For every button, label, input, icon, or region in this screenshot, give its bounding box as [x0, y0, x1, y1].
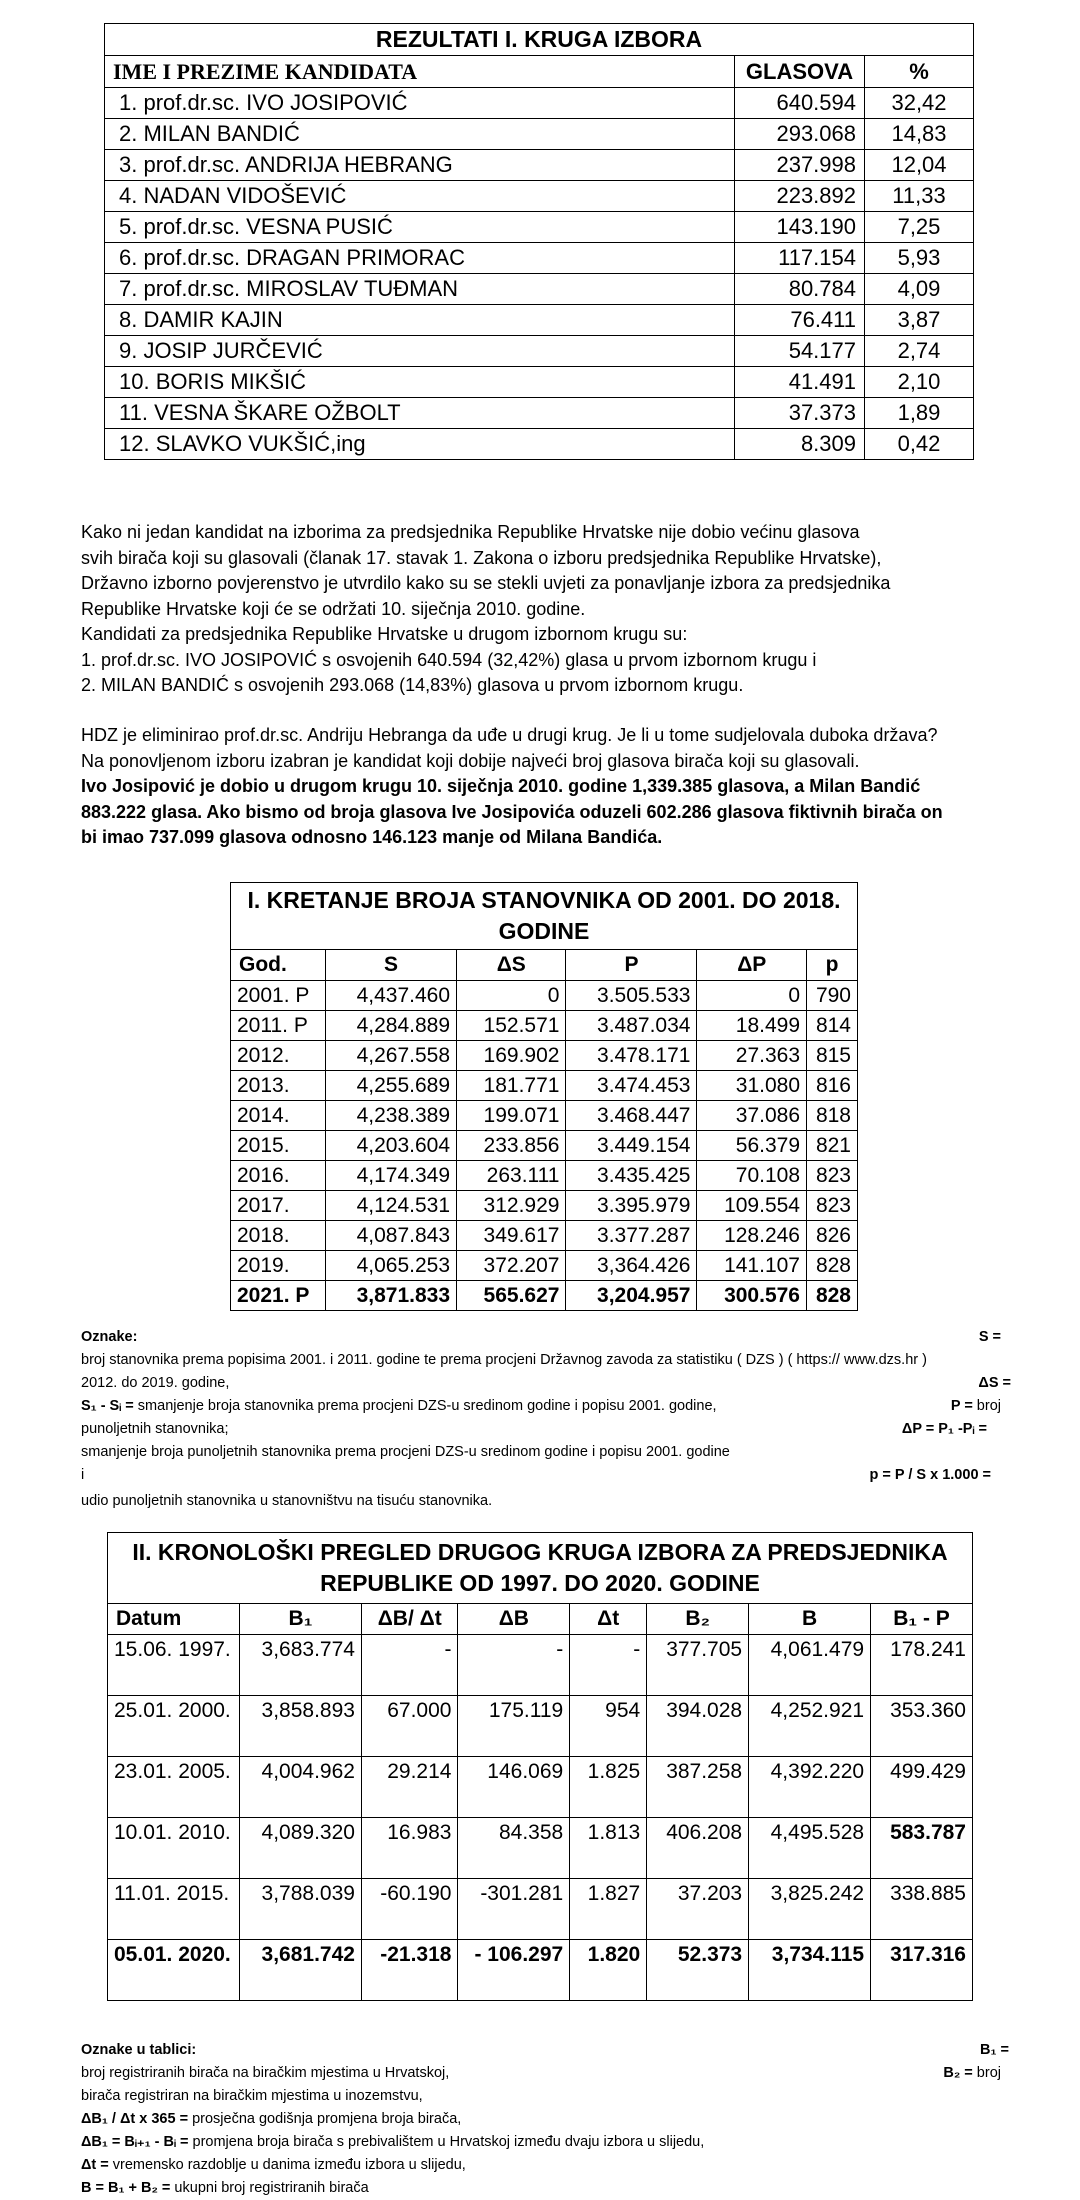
population-table-title: I. KRETANJE BROJA STANOVNIKA OD 2001. DO 2018. GODINE: [231, 883, 858, 950]
candidate-row: [105, 119, 974, 150]
population-cell: 0: [697, 981, 807, 1011]
col-header-b1: B₁: [240, 1604, 362, 1635]
election-cell: 4,495.528: [749, 1818, 871, 1879]
elections-chronology-table: [107, 1532, 973, 2001]
col-header-delta-s: ΔS: [457, 950, 566, 981]
population-total-row: [231, 1281, 858, 1311]
symbol-s: S =: [978, 1329, 1001, 1345]
candidate-row: [105, 398, 974, 429]
candidate-row: [105, 429, 974, 460]
candidate-percent: 12,04: [865, 150, 974, 181]
note-text: broj: [972, 1398, 1001, 1414]
election-cell: 3,681.742: [240, 1940, 362, 2001]
election-cell: 178.241: [871, 1635, 973, 1696]
note-line: udio punoljetnih stanovnika u stanovništvu na tisuću stanovnika.: [81, 1493, 493, 1509]
text-line: Kandidati za predsjednika Republike Hrvatske u drugom izbornom krugu su:: [81, 624, 688, 644]
population-cell: 790: [807, 981, 858, 1011]
election-cell: 1.825: [570, 1757, 647, 1818]
candidate-votes: 223.892: [735, 181, 865, 212]
col-header-date: Datum: [108, 1604, 240, 1635]
candidate-votes: 54.177: [735, 336, 865, 367]
population-row: [231, 1071, 858, 1101]
population-cell: 18.499: [697, 1011, 807, 1041]
candidate-votes: 143.190: [735, 212, 865, 243]
election-cell: -21.318: [361, 1940, 458, 2001]
population-cell: 169.902: [457, 1041, 566, 1071]
election-row: [108, 1879, 973, 1940]
population-cell: 826: [807, 1221, 858, 1251]
note-line: i: [81, 1467, 85, 1483]
population-row: [231, 1161, 858, 1191]
text-line: 1. prof.dr.sc. IVO JOSIPOVIĆ s osvojenih 640.594 (32,42%) glasa u prvom izbornom krugu i: [81, 649, 817, 670]
candidate-name: 6. prof.dr.sc. DRAGAN PRIMORAC: [105, 243, 735, 274]
population-cell: 2001. P: [231, 981, 326, 1011]
first-round-results-table: [104, 23, 974, 460]
population-row: [231, 1191, 858, 1221]
population-cell: 565.627: [457, 1281, 566, 1311]
population-cell: 141.107: [697, 1251, 807, 1281]
results-table-title: REZULTATI I. KRUGA IZBORA: [105, 24, 974, 56]
election-cell: -301.281: [458, 1879, 570, 1940]
note-line: vremensko razdoblje u danima između izbora u slijedu,: [108, 2157, 466, 2173]
population-cell: 181.771: [457, 1071, 566, 1101]
election-total-row: [108, 1940, 973, 2001]
population-cell: 3,204.957: [566, 1281, 697, 1311]
candidate-votes: 293.068: [735, 119, 865, 150]
election-cell: 3,788.039: [240, 1879, 362, 1940]
population-row: [231, 1101, 858, 1131]
candidate-row: [105, 88, 974, 119]
election-cell: 1.820: [570, 1940, 647, 2001]
population-cell: 263.111: [457, 1161, 566, 1191]
candidate-votes: 237.998: [735, 150, 865, 181]
candidate-percent: 2,10: [865, 367, 974, 398]
population-row: [231, 1041, 858, 1071]
formula: Δt =: [81, 2157, 109, 2173]
col-header-year: God.: [231, 950, 326, 981]
population-cell: 2015.: [231, 1131, 326, 1161]
population-cell: 2013.: [231, 1071, 326, 1101]
candidate-name: 5. prof.dr.sc. VESNA PUSIĆ: [105, 212, 735, 243]
election-cell: 954: [570, 1696, 647, 1757]
bold-text-line: Ivo Josipović je dobio u drugom krugu 10. siječnja 2010. godine 1,339.385 glasova, a Milan Bandić: [81, 776, 921, 796]
election-cell: 4,004.962: [240, 1757, 362, 1818]
election-cell: 394.028: [647, 1696, 749, 1757]
population-cell: 4,284.889: [326, 1011, 457, 1041]
election-cell: 29.214: [361, 1757, 458, 1818]
col-header-db: ΔB: [458, 1604, 570, 1635]
population-cell: 823: [807, 1191, 858, 1221]
col-header-name: IME I PREZIME KANDIDATA: [105, 56, 735, 88]
election-cell: 37.203: [647, 1879, 749, 1940]
candidate-percent: 5,93: [865, 243, 974, 274]
population-cell: 37.086: [697, 1101, 807, 1131]
col-header-b: B: [749, 1604, 871, 1635]
bold-text-line: 883.222 glasa. Ako bismo od broja glasova Ive Josipovića oduzeli 602.286 glasova fiktivnih birača on: [81, 801, 943, 822]
population-cell: 2017.: [231, 1191, 326, 1221]
candidate-name: 10. BORIS MIKŠIĆ: [105, 367, 735, 398]
candidate-row: [105, 212, 974, 243]
population-row: [231, 1131, 858, 1161]
election-cell: 16.983: [361, 1818, 458, 1879]
election-cell: 499.429: [871, 1757, 973, 1818]
election-cell: 175.119: [458, 1696, 570, 1757]
formula: ΔB₁ = Bᵢ₊₁ - Bᵢ =: [81, 2134, 189, 2150]
candidate-row: [105, 274, 974, 305]
population-cell: 4,174.349: [326, 1161, 457, 1191]
population-cell: 818: [807, 1101, 858, 1131]
election-cell: -: [361, 1635, 458, 1696]
text-line: Državno izborno povjerenstvo je utvrdilo kako su se stekli uvjeti za ponavljanje izbora za predsjednika: [81, 573, 891, 593]
population-cell: 3.435.425: [566, 1161, 697, 1191]
population-cell: 2014.: [231, 1101, 326, 1131]
election-cell: 583.787: [871, 1818, 973, 1879]
symbol-ratio: p = P / S x 1.000 =: [869, 1467, 991, 1483]
population-cell: 815: [807, 1041, 858, 1071]
population-table: [230, 882, 858, 1311]
election-cell: - 106.297: [458, 1940, 570, 2001]
symbol-b1: B₁ =: [980, 2042, 1009, 2058]
election-cell: 3,734.115: [749, 1940, 871, 2001]
election-cell: 338.885: [871, 1879, 973, 1940]
population-cell: 4,255.689: [326, 1071, 457, 1101]
population-cell: 70.108: [697, 1161, 807, 1191]
population-cell: 0: [457, 981, 566, 1011]
candidate-votes: 640.594: [735, 88, 865, 119]
population-cell: 349.617: [457, 1221, 566, 1251]
population-cell: 4,238.389: [326, 1101, 457, 1131]
text-line: Na ponovljenom izboru izabran je kandidat koji dobije najveći broj glasova birača koji su glasovali.: [81, 750, 860, 771]
election-cell: 4,061.479: [749, 1635, 871, 1696]
candidate-votes: 37.373: [735, 398, 865, 429]
candidate-percent: 3,87: [865, 305, 974, 336]
candidate-percent: 11,33: [865, 181, 974, 212]
candidate-name: 7. prof.dr.sc. MIROSLAV TUĐMAN: [105, 274, 735, 305]
symbol-delta-s: ΔS =: [978, 1375, 1011, 1391]
population-cell: 300.576: [697, 1281, 807, 1311]
population-row: [231, 1221, 858, 1251]
election-row: [108, 1818, 973, 1879]
election-cell: 3,683.774: [240, 1635, 362, 1696]
population-cell: 109.554: [697, 1191, 807, 1221]
election-cell: 15.06. 1997.: [108, 1635, 240, 1696]
note-line: prosječna godišnja promjena broja birača,: [188, 2111, 462, 2127]
election-row: [108, 1696, 973, 1757]
candidate-name: 1. prof.dr.sc. IVO JOSIPOVIĆ: [105, 88, 735, 119]
population-notes: [81, 1326, 1011, 1513]
population-cell: 3.474.453: [566, 1071, 697, 1101]
election-table-notes: [81, 2039, 1009, 2200]
candidate-name: 9. JOSIP JURČEVIĆ: [105, 336, 735, 367]
population-cell: 2019.: [231, 1251, 326, 1281]
election-cell: 406.208: [647, 1818, 749, 1879]
note-line: ukupni broj registriranih birača: [170, 2180, 369, 2196]
note-line: broj registriranih birača na biračkim mjestima u Hrvatskoj,: [81, 2065, 450, 2081]
col-header-ratio: p: [807, 950, 858, 981]
commentary-paragraph: [81, 723, 1041, 851]
candidate-name: 2. MILAN BANDIĆ: [105, 119, 735, 150]
population-cell: 2012.: [231, 1041, 326, 1071]
candidate-percent: 1,89: [865, 398, 974, 429]
col-header-dt: Δt: [570, 1604, 647, 1635]
population-cell: 2021. P: [231, 1281, 326, 1311]
population-cell: 31.080: [697, 1071, 807, 1101]
election-cell: 4,392.220: [749, 1757, 871, 1818]
col-header-db-dt: ΔB/ Δt: [361, 1604, 458, 1635]
election-cell: -60.190: [361, 1879, 458, 1940]
note-line: birača registriran na biračkim mjestima u inozemstvu,: [81, 2088, 423, 2104]
formula: ΔB₁ / Δt x 365 =: [81, 2111, 189, 2127]
population-cell: 821: [807, 1131, 858, 1161]
candidate-row: [105, 305, 974, 336]
population-cell: 823: [807, 1161, 858, 1191]
population-cell: 199.071: [457, 1101, 566, 1131]
elections-table-title: II. KRONOLOŠKI PREGLED DRUGOG KRUGA IZBORA ZA PREDSJEDNIKA REPUBLIKE OD 1997. DO 2020. GODINE: [108, 1533, 973, 1604]
candidate-votes: 41.491: [735, 367, 865, 398]
election-cell: 23.01. 2005.: [108, 1757, 240, 1818]
election-cell: 52.373: [647, 1940, 749, 2001]
candidate-votes: 8.309: [735, 429, 865, 460]
election-cell: 25.01. 2000.: [108, 1696, 240, 1757]
candidate-name: 4. NADAN VIDOŠEVIĆ: [105, 181, 735, 212]
election-cell: 4,089.320: [240, 1818, 362, 1879]
text-line: HDZ je eliminirao prof.dr.sc. Andriju Hebranga da uđe u drugi krug. Je li u tome sudjelovala duboka država?: [81, 725, 938, 745]
note-line: promjena broja birača s prebivalištem u Hrvatskoj između dvaju izbora u slijedu,: [188, 2134, 705, 2150]
col-header-b1-minus-p: B₁ - P: [871, 1604, 973, 1635]
population-row: [231, 1011, 858, 1041]
note-text: broj: [972, 2065, 1001, 2081]
population-row: [231, 1251, 858, 1281]
election-cell: 353.360: [871, 1696, 973, 1757]
population-cell: 828: [807, 1251, 858, 1281]
candidate-votes: 76.411: [735, 305, 865, 336]
population-cell: 2011. P: [231, 1011, 326, 1041]
population-cell: 4,124.531: [326, 1191, 457, 1221]
col-header-s: S: [326, 950, 457, 981]
candidate-name: 3. prof.dr.sc. ANDRIJA HEBRANG: [105, 150, 735, 181]
symbol-delta-p: ΔP = P₁ -Pᵢ =: [901, 1421, 987, 1437]
population-cell: 152.571: [457, 1011, 566, 1041]
population-cell: 4,087.843: [326, 1221, 457, 1251]
candidate-votes: 80.784: [735, 274, 865, 305]
col-header-p: P: [566, 950, 697, 981]
population-cell: 3.487.034: [566, 1011, 697, 1041]
population-cell: 312.929: [457, 1191, 566, 1221]
note-line: broj stanovnika prema popisima 2001. i 2011. godine te prema procjeni Državnog zavoda za statistiku ( DZS ) ( https:// www.dzs.hr ): [81, 1352, 927, 1368]
candidate-name: 8. DAMIR KAJIN: [105, 305, 735, 336]
election-cell: 1.813: [570, 1818, 647, 1879]
population-cell: 2018.: [231, 1221, 326, 1251]
candidate-votes: 117.154: [735, 243, 865, 274]
note-line: smanjenje broja punoljetnih stanovnika prema procjeni DZS-u sredinom godine i popisu 2001. godine: [81, 1444, 730, 1460]
candidate-row: [105, 367, 974, 398]
notes-heading: Oznake:: [81, 1329, 138, 1345]
population-cell: 27.363: [697, 1041, 807, 1071]
population-cell: 828: [807, 1281, 858, 1311]
population-cell: 816: [807, 1071, 858, 1101]
notes-heading: Oznake u tablici:: [81, 2042, 197, 2058]
population-cell: 3,364.426: [566, 1251, 697, 1281]
population-row: [231, 981, 858, 1011]
candidate-percent: 0,42: [865, 429, 974, 460]
election-cell: -: [458, 1635, 570, 1696]
candidate-percent: 7,25: [865, 212, 974, 243]
col-header-votes: GLASOVA: [735, 56, 865, 88]
candidate-percent: 32,42: [865, 88, 974, 119]
election-cell: 10.01. 2010.: [108, 1818, 240, 1879]
election-cell: -: [570, 1635, 647, 1696]
population-cell: 128.246: [697, 1221, 807, 1251]
election-cell: 377.705: [647, 1635, 749, 1696]
formula: B = B₁ + B₂ =: [81, 2180, 171, 2196]
election-cell: 67.000: [361, 1696, 458, 1757]
population-cell: 3.395.979: [566, 1191, 697, 1221]
candidate-name: 12. SLAVKO VUKŠIĆ,ing: [105, 429, 735, 460]
election-cell: 11.01. 2015.: [108, 1879, 240, 1940]
formula: S₁ - Sᵢ =: [81, 1398, 134, 1414]
election-cell: 3,825.242: [749, 1879, 871, 1940]
bold-text-line: bi imao 737.099 glasova odnosno 146.123 manje od Milana Bandića.: [81, 827, 663, 847]
election-cell: 84.358: [458, 1818, 570, 1879]
election-cell: 05.01. 2020.: [108, 1940, 240, 2001]
election-cell: 1.827: [570, 1879, 647, 1940]
text-line: svih birača koji su glasovali (članak 17. stavak 1. Zakona o izboru predsjednika Republike Hrvatske),: [81, 547, 882, 568]
population-cell: 4,065.253: [326, 1251, 457, 1281]
population-cell: 2016.: [231, 1161, 326, 1191]
text-line: Republike Hrvatske koji će se održati 10. siječnja 2010. godine.: [81, 598, 586, 619]
col-header-delta-p: ΔP: [697, 950, 807, 981]
symbol-b2: B₂ =: [943, 2065, 973, 2081]
population-cell: 372.207: [457, 1251, 566, 1281]
candidate-percent: 4,09: [865, 274, 974, 305]
election-cell: 3,858.893: [240, 1696, 362, 1757]
candidate-row: [105, 243, 974, 274]
population-cell: 3.468.447: [566, 1101, 697, 1131]
col-header-b2: B₂: [647, 1604, 749, 1635]
candidate-name: 11. VESNA ŠKARE OŽBOLT: [105, 398, 735, 429]
population-cell: 3.505.533: [566, 981, 697, 1011]
election-cell: 317.316: [871, 1940, 973, 2001]
note-line: smanjenje broja stanovnika prema procjeni DZS-u sredinom godine i popisu 2001. godine,: [133, 1398, 717, 1414]
population-cell: 4,203.604: [326, 1131, 457, 1161]
election-cell: 4,252.921: [749, 1696, 871, 1757]
population-cell: 4,437.460: [326, 981, 457, 1011]
col-header-percent: %: [865, 56, 974, 88]
election-cell: 146.069: [458, 1757, 570, 1818]
population-cell: 56.379: [697, 1131, 807, 1161]
candidate-row: [105, 150, 974, 181]
population-cell: 3,871.833: [326, 1281, 457, 1311]
text-line: Kako ni jedan kandidat na izborima za predsjednika Republike Hrvatske nije dobio većinu glasova: [81, 522, 860, 542]
election-row: [108, 1635, 973, 1696]
election-cell: 387.258: [647, 1757, 749, 1818]
population-cell: 3.377.287: [566, 1221, 697, 1251]
candidate-percent: 14,83: [865, 119, 974, 150]
text-line: 2. MILAN BANDIĆ s osvojenih 293.068 (14,83%) glasova u prvom izbornom krugu.: [81, 675, 744, 695]
note-line: punoljetnih stanovnika;: [81, 1421, 229, 1437]
population-cell: 3.478.171: [566, 1041, 697, 1071]
election-row: [108, 1757, 973, 1818]
symbol-p: P =: [950, 1398, 973, 1414]
population-cell: 3.449.154: [566, 1131, 697, 1161]
candidate-percent: 2,74: [865, 336, 974, 367]
candidate-row: [105, 336, 974, 367]
intro-paragraph: [81, 520, 1041, 699]
note-line: 2012. do 2019. godine,: [81, 1375, 230, 1391]
candidate-row: [105, 181, 974, 212]
population-cell: 4,267.558: [326, 1041, 457, 1071]
population-cell: 814: [807, 1011, 858, 1041]
population-cell: 233.856: [457, 1131, 566, 1161]
